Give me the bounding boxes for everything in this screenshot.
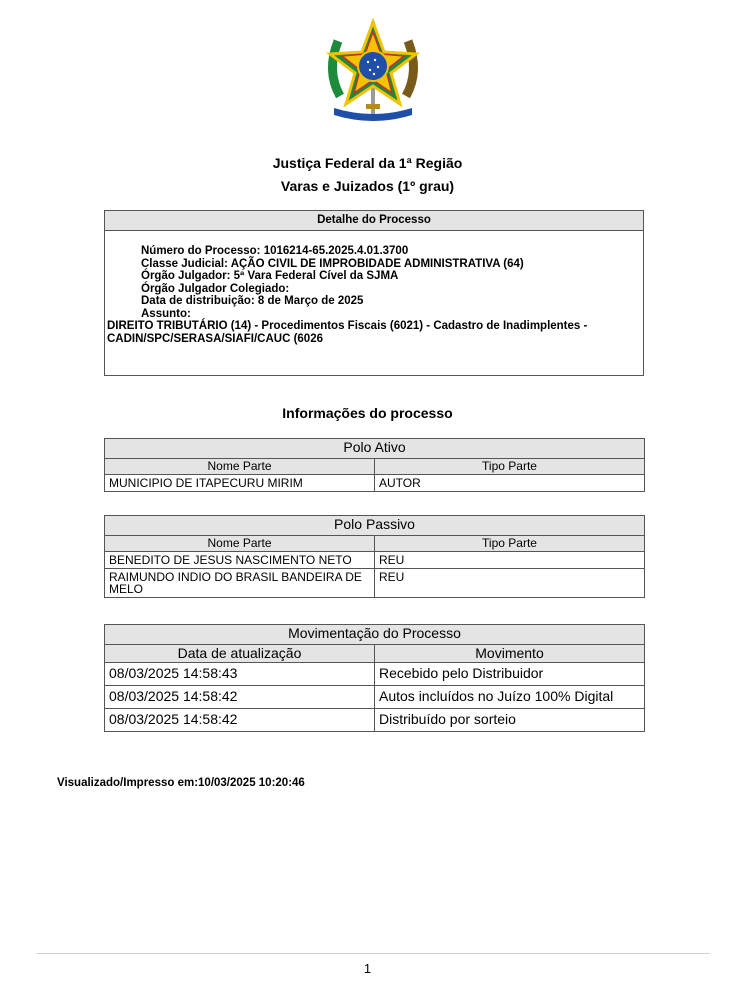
subject-value: DIREITO TRIBUTÁRIO (14) - Procedimentos Fiscais (6021) - Cadastro de Inadimplentes - CADIN/SPC/SERASA/SIAFI/CAUC (6026 <box>107 320 588 345</box>
movement-date: 08/03/2025 14:58:43 <box>105 663 375 686</box>
table-row <box>105 569 645 598</box>
passive-party-title: Polo Passivo <box>105 516 645 536</box>
col-party-name: Nome Parte <box>105 536 375 552</box>
process-info-title: Informações do processo <box>282 405 453 421</box>
active-party-title: Polo Ativo <box>105 439 645 459</box>
table-row <box>105 552 645 569</box>
party-type: REU <box>375 569 645 598</box>
party-name: MUNICIPIO DE ITAPECURU MIRIM <box>105 475 375 492</box>
distribution-date: Data de distribuição: 8 de Março de 2025 <box>141 295 364 307</box>
col-movement: Movimento <box>375 645 645 663</box>
brazil-coat-of-arms-icon <box>320 16 426 124</box>
col-update-date: Data de atualização <box>105 645 375 663</box>
movements-title: Movimentação do Processo <box>105 625 645 645</box>
table-row <box>105 686 645 709</box>
table-row <box>105 709 645 732</box>
movement-date: 08/03/2025 14:58:42 <box>105 686 375 709</box>
passive-party-table <box>104 515 645 598</box>
judging-body: Órgão Julgador: 5ª Vara Federal Cível da SJMA <box>141 270 399 282</box>
col-party-name: Nome Parte <box>105 459 375 475</box>
movement-date: 08/03/2025 14:58:42 <box>105 709 375 732</box>
party-type: AUTOR <box>375 475 645 492</box>
court-name: Justiça Federal da 1ª Região <box>272 155 463 171</box>
party-name: BENEDITO DE JESUS NASCIMENTO NETO <box>105 552 375 569</box>
process-number: Número do Processo: 1016214-65.2025.4.01.3700 <box>141 245 409 257</box>
printed-timestamp: Visualizado/Impresso em:10/03/2025 10:20:46 <box>57 777 305 789</box>
col-party-type: Tipo Parte <box>375 536 645 552</box>
active-party-table <box>104 438 645 492</box>
collegiate-body: Órgão Julgador Colegiado: <box>141 282 290 295</box>
page-number: 1 <box>363 961 372 976</box>
movement-description: Recebido pelo Distribuidor <box>375 663 645 686</box>
party-name: RAIMUNDO INDIO DO BRASIL BANDEIRA DE MELO <box>105 569 375 598</box>
movements-table <box>104 624 645 732</box>
judicial-class: Classe Judicial: AÇÃO CIVIL DE IMPROBIDADE ADMINISTRATIVA (64) <box>141 257 524 270</box>
party-type: REU <box>375 552 645 569</box>
table-row <box>105 475 645 492</box>
process-detail-box <box>104 210 644 376</box>
footer-divider <box>37 953 710 954</box>
movement-description: Distribuído por sorteio <box>375 709 645 732</box>
process-detail-title: Detalhe do Processo <box>105 211 643 231</box>
table-row <box>105 663 645 686</box>
court-level: Varas e Juizados (1º grau) <box>280 178 455 194</box>
subject-label: Assunto: <box>141 307 191 320</box>
process-detail-body <box>105 231 643 345</box>
movement-description: Autos incluídos no Juízo 100% Digital <box>375 686 645 709</box>
col-party-type: Tipo Parte <box>375 459 645 475</box>
